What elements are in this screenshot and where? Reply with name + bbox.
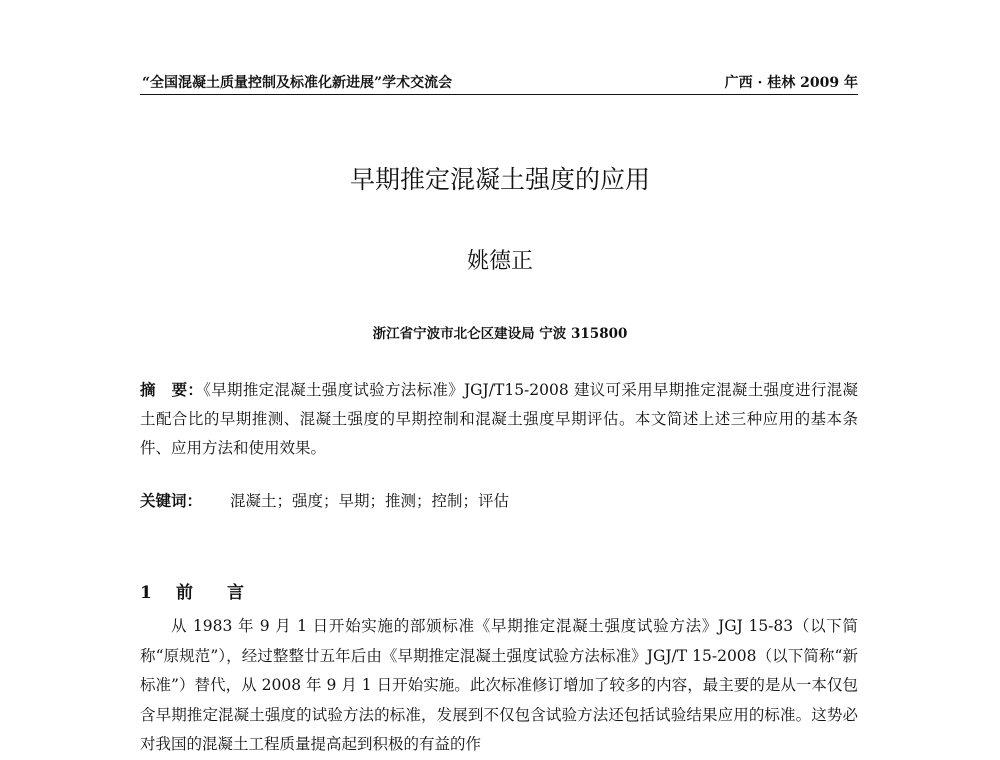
section-title: 前 言 [176, 583, 244, 603]
conference-name: “全国混凝土质量控制及标准化新进展”学术交流会 [142, 75, 453, 91]
abstract-label: 摘 要： [140, 380, 204, 399]
keywords [140, 489, 858, 511]
abstract [140, 375, 858, 463]
section-number: 1 [140, 583, 152, 603]
keywords-label: 关键词： [140, 491, 203, 510]
paper-title: 早期推定混凝土强度的应用 [349, 165, 650, 194]
paragraph: 从 1983 年 9 月 1 日开始实施的部颁标准《早期推定混凝土强度试验方法》JGJ 15-83（以下简称“原规范”），经过整整廿五年后由《早期推定混凝土强度试验方法标准》JGJ/T 15-2008（以下简称“新标准”）替代，从 2008 年 9 月 1 日开始实施。此次标准修订增加了较多的内容，最主要的是从一本仅包含早期推定混凝土强度的试验方法的标准，发展到不仅包含试验方法还包括试验结果应用的标准。这势必对我国的混凝土工程质量提高起到积极的有益的作 [140, 617, 858, 753]
keywords-text: 混凝土；强度；早期；推测；控制；评估 [230, 492, 510, 510]
author-name: 姚德正 [466, 249, 533, 274]
section-heading [140, 578, 244, 603]
body-text [140, 612, 858, 760]
abstract-text: 《早期推定混凝土强度试验方法标准》JGJ/T15-2008 建议可采用早期推定混凝土强度进行混凝土配合比的早期推测、混凝土强度的早期控制和混凝土强度早期评估。本文简述上述三种应用的基本条件、应用方法和使用效果。 [140, 381, 858, 457]
venue-date: 广西 · 桂林 2009 年 [724, 75, 858, 91]
running-header [140, 72, 858, 95]
author-affiliation: 浙江省宁波市北仑区建设局 宁波 315800 [372, 326, 628, 342]
